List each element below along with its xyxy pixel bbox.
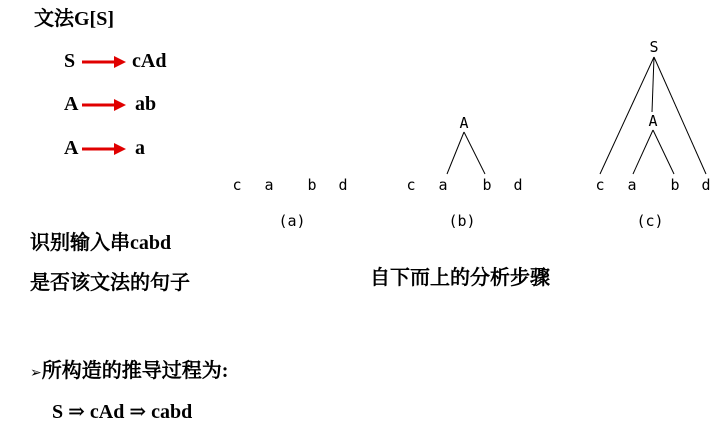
rule-rhs: ab: [135, 93, 157, 115]
leaf-d: d: [701, 176, 711, 194]
tree-c: [595, 38, 710, 230]
tree-c-label: (c): [636, 212, 664, 230]
derivation-sequence: S ⇒ cAd ⇒ cabd: [52, 401, 193, 423]
edge-S-d: [654, 57, 706, 174]
tree-a: [232, 176, 347, 230]
node-A: A: [459, 114, 469, 132]
derivation-heading: [30, 354, 228, 383]
derivation-heading-text: 所构造的推导过程为:: [41, 360, 229, 382]
leaf-d: d: [513, 176, 523, 194]
rule-lhs: A: [64, 93, 79, 115]
leaf-d: d: [338, 176, 348, 194]
question-line-2: 是否该文法的句子: [30, 272, 190, 294]
rule-lhs: A: [64, 137, 79, 159]
leaf-b: b: [307, 176, 317, 194]
edge-A-b: [653, 130, 674, 174]
tree-b: [406, 114, 522, 230]
question-line-1: 识别输入串cabd: [30, 232, 172, 254]
rule-lhs: S: [64, 50, 76, 72]
leaf-c: c: [232, 176, 242, 194]
node-A: A: [648, 112, 658, 130]
rule-rhs: cAd: [132, 50, 167, 72]
leaf-a: a: [264, 176, 274, 194]
edge-A-a: [633, 130, 653, 174]
edge-S-c: [600, 57, 654, 174]
grammar-title: 文法G[S]: [34, 8, 114, 30]
leaf-a: a: [438, 176, 448, 194]
tree-a-label: (a): [278, 212, 306, 230]
node-S: S: [649, 38, 659, 56]
bullet-arrow-icon: ➢: [30, 365, 42, 381]
tree-b-label: (b): [448, 212, 476, 230]
edge-A-b: [464, 132, 485, 174]
leaf-a: a: [627, 176, 637, 194]
edge-S-A: [652, 57, 654, 112]
leaf-c: c: [595, 176, 605, 194]
trees-caption: 自下而上的分析步骤: [370, 267, 550, 289]
rule-rhs: a: [135, 137, 145, 159]
leaf-b: b: [482, 176, 492, 194]
leaf-b: b: [670, 176, 680, 194]
edge-A-a: [447, 132, 464, 174]
leaf-c: c: [406, 176, 416, 194]
